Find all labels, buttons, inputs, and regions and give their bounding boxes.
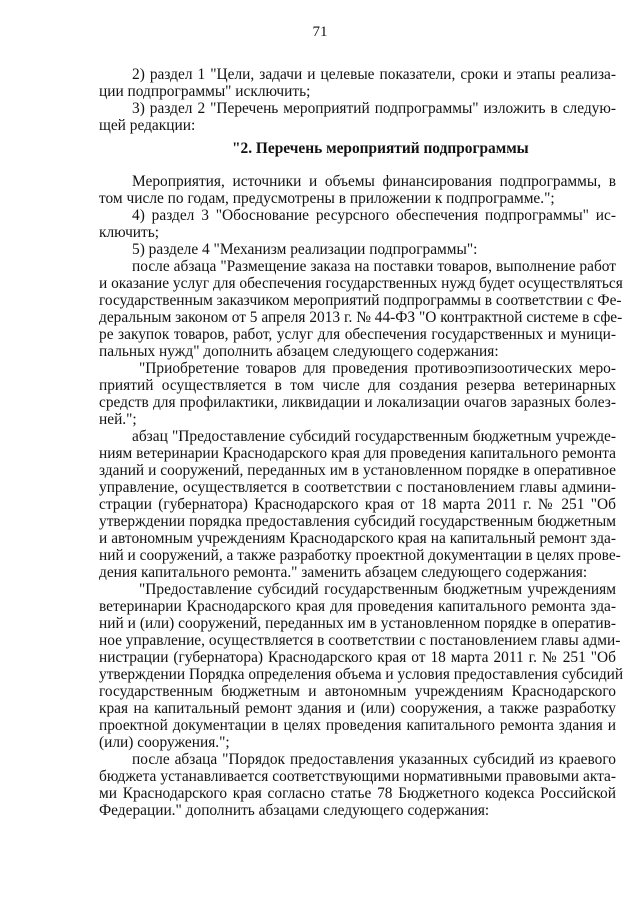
text-line: приятий осуществляется в том числе для создания резерва ветеринарных bbox=[99, 377, 616, 394]
document-body bbox=[99, 66, 624, 819]
text-line: ми Краснодарского края согласно статье 78 Бюджетного кодекса Российской bbox=[99, 785, 616, 802]
text-line: (или) сооружения."; bbox=[99, 734, 230, 751]
text-line: бюджета устанавливается соответствующими нормативными правовыми акта- bbox=[99, 768, 616, 785]
text-line: 3) раздел 2 "Перечень мероприятий подпрограммы" изложить в следую- bbox=[132, 100, 616, 117]
text-line: государственным заказчиком мероприятий подпрограммы в соответствии с Фе- bbox=[99, 292, 622, 309]
text-line: ней."; bbox=[99, 411, 137, 428]
text-line: деральным законом от 5 апреля 2013 г. № 44-ФЗ "О контрактной системе в сфе- bbox=[99, 309, 623, 326]
text-line: проектной документации в целях проведения капитального ремонта здания и bbox=[99, 717, 616, 734]
text-line: и оказание услуг для обеспечения государственных нужд будет осуществляться bbox=[99, 275, 623, 292]
text-line: средств для профилактики, ликвидации и локализации очагов заразных болез- bbox=[99, 394, 616, 411]
text-line: дения капитального ремонта." заменить абзацем следующего содержания: bbox=[99, 564, 588, 581]
text-line: ключить; bbox=[99, 224, 160, 241]
text-line: ное управление, осуществляется в соответствии с постановлением главы адми- bbox=[99, 632, 621, 649]
text-line: том числе по годам, предусмотрены в приложении к подпрограмме."; bbox=[99, 190, 555, 207]
text-line: государственным бюджетным и автономным учреждениям Краснодарского bbox=[99, 683, 616, 700]
text-line: ний и сооружений, а также разработку проектной документации в целях прове- bbox=[99, 547, 621, 564]
text-line: 2) раздел 1 "Цели, задачи и целевые показатели, сроки и этапы реализа- bbox=[132, 66, 616, 83]
text-line: 4) раздел 3 "Обоснование ресурсного обеспечения подпрограммы" ис- bbox=[132, 207, 616, 224]
text-line: страции (губернатора) Краснодарского края от 18 марта 2011 г. № 251 "Об bbox=[99, 496, 616, 513]
text-line: после абзаца "Размещение заказа на поставки товаров, выполнение работ bbox=[132, 258, 616, 275]
text-line: нистрации (губернатора) Краснодарского края от 18 марта 2011 г. № 251 "Об bbox=[99, 649, 616, 666]
text-line: утверждении порядка предоставления субсидий государственным бюджетным bbox=[99, 513, 616, 530]
spacer bbox=[99, 157, 616, 173]
text-line: Мероприятия, источники и объемы финансирования подпрограммы, в bbox=[132, 173, 616, 190]
text-line: абзац "Предоставление субсидий государственным бюджетным учрежде- bbox=[132, 428, 616, 445]
page-number: 71 bbox=[312, 24, 328, 40]
text-line: "Предоставление субсидий государственным бюджетным учреждениям bbox=[139, 581, 616, 598]
text-line: ре закупок товаров, работ, услуг для обеспечения государственных и муници- bbox=[99, 326, 616, 343]
text-line: "Приобретение товаров для проведения противоэпизоотических меро- bbox=[139, 360, 616, 377]
text-line: 5) разделе 4 "Механизм реализации подпрограммы": bbox=[132, 241, 478, 258]
text-line: управление, осуществляется в соответствии с постановлением главы админи- bbox=[99, 479, 616, 496]
text-line: ции подпрограммы" исключить; bbox=[99, 83, 311, 100]
text-line: ниям ветеринарии Краснодарского края для проведения капитального ремонта bbox=[99, 445, 617, 462]
section-heading: "2. Перечень мероприятий подпрограммы bbox=[232, 140, 529, 157]
text-line: утверждении Порядка определения объема и условия предоставления субсидий bbox=[99, 666, 624, 683]
text-line: Федерации." дополнить абзацами следующего содержания: bbox=[99, 802, 490, 819]
text-line: щей редакции: bbox=[99, 117, 196, 134]
text-line: и автономным учреждениям Краснодарского края на капитальный ремонт зда- bbox=[99, 530, 616, 547]
text-line: ний и (или) сооружений, переданных им в установленном порядке в оператив- bbox=[99, 615, 616, 632]
text-line: ветеринарии Краснодарского края для проведения капитального ремонта зда- bbox=[99, 598, 616, 615]
text-line: пальных нужд" дополнить абзацем следующего содержания: bbox=[99, 343, 499, 360]
text-line: после абзаца "Порядок предоставления указанных субсидий из краевого bbox=[132, 751, 616, 768]
text-line: зданий и сооружений, переданных им в установленном порядке в оперативное bbox=[99, 462, 616, 479]
text-line: края на капитальный ремонт здания и (или) сооружения, а также разработку bbox=[99, 700, 616, 717]
